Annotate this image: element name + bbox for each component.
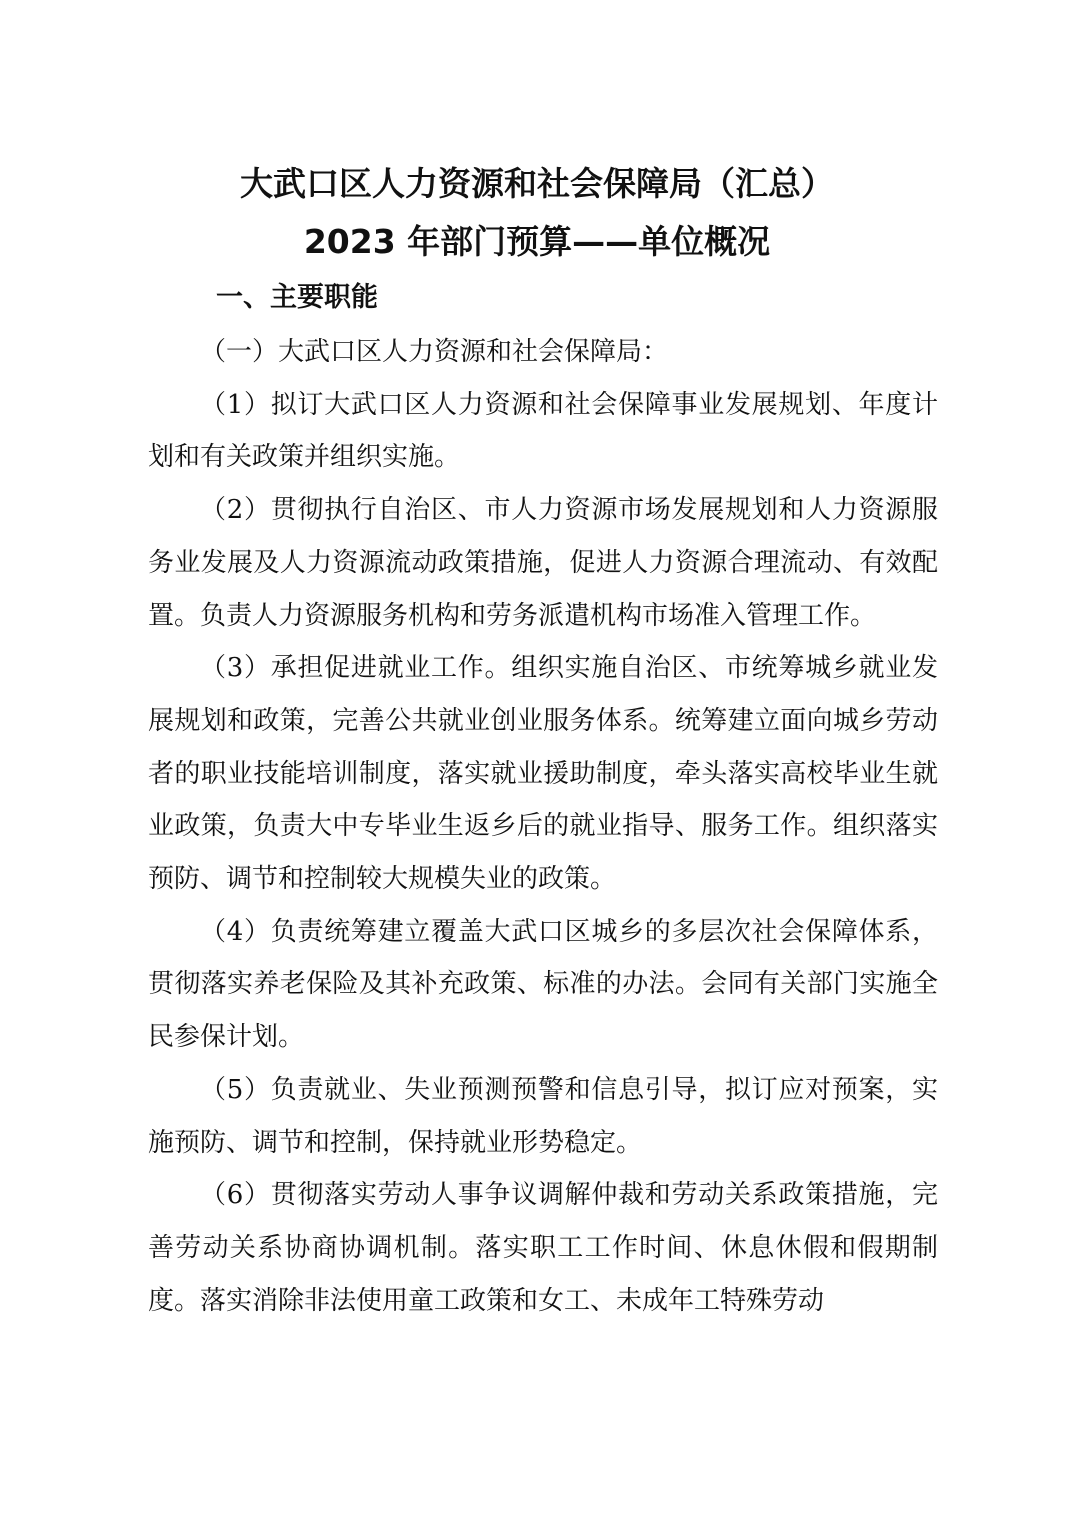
paragraph-item-2: （2）贯彻执行自治区、市人力资源市场发展规划和人力资源服务业发展及人力资源流动政策措施，促进人力资源合理流动、有效配置。负责人力资源服务机构和劳务派遣机构市场准入管理工作。 [148, 495, 938, 631]
section-heading: 一、主要职能 [216, 282, 378, 313]
paragraph-item-4: （4）负责统筹建立覆盖大武口区城乡的多层次社会保障体系，贯彻落实养老保险及其补充政策、标准的办法。会同有关部门实施全民参保计划。 [148, 916, 938, 1053]
document-title-line2: 2023 年部门预算——单位概况 [303, 222, 771, 261]
paragraph-item-3: （3）承担促进就业工作。组织实施自治区、市统筹城乡就业发展规划和政策，完善公共就业创业服务体系。统筹建立面向城乡劳动者的职业技能培训制度，落实就业援助制度，牵头落实高校毕业生就业政策，负责大中专毕业生返乡后的就业指导、服务工作。组织落实预防、调节和控制较大规模失业的政策。 [148, 653, 938, 895]
document-body [148, 326, 938, 1327]
paragraph-intro: （一）大武口区人力资源和社会保障局： [200, 337, 669, 367]
paragraph-item-1: （1）拟订大武口区人力资源和社会保障事业发展规划、年度计划和有关政策并组织实施。 [148, 389, 938, 473]
paragraph-item-6: （6）贯彻落实劳动人事争议调解仲裁和劳动关系政策措施，完善劳动关系协商协调机制。落实职工工作时间、休息休假和假期制度。落实消除非法使用童工政策和女工、未成年工特殊劳动 [148, 1180, 938, 1316]
paragraph-item-5: （5）负责就业、失业预测预警和信息引导，拟订应对预案，实施预防、调节和控制，保持就业形势稳定。 [148, 1074, 938, 1158]
document-title-line1: 大武口区人力资源和社会保障局（汇总） [240, 164, 834, 203]
